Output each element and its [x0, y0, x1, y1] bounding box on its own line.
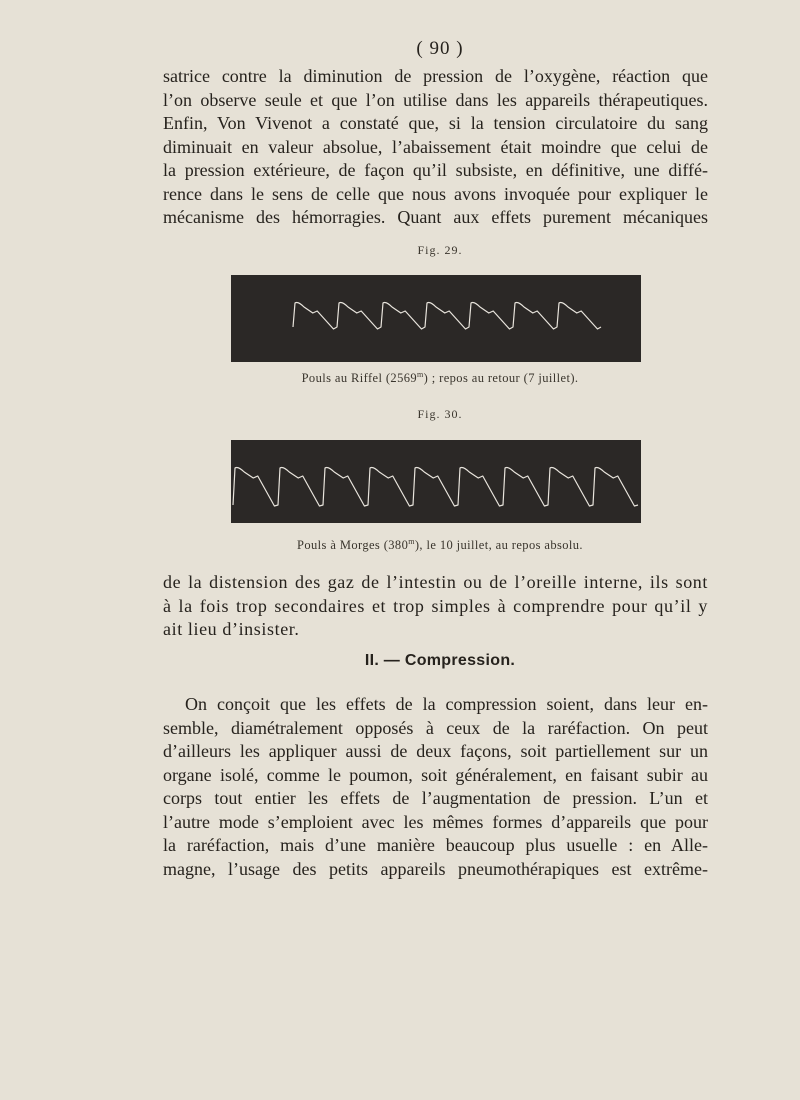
paragraph-middle: [163, 571, 708, 642]
caption-text: Pouls au Riffel (2569: [301, 371, 418, 386]
section-heading: II. — Compression.: [364, 652, 516, 669]
text-line: de la distension des gaz de l’intestin ou de l’oreille interne, ils sont: [163, 572, 708, 592]
text-line: Enfin, Von Vivenot a constaté que, si la tension circulatoire du sang: [163, 113, 708, 133]
text-line: la pression extérieure, de façon qu’il subsiste, en définitive, une diffé-: [163, 160, 708, 180]
figure-30-caption: [0, 537, 800, 553]
caption-text: Pouls à Morges (380: [297, 538, 409, 553]
figure-30-title: Fig. 30.: [417, 407, 463, 421]
figure-30-pulse-tracing: [231, 440, 641, 523]
text-line: On conçoit que les effets de la compression soient, dans leur en-: [185, 694, 708, 714]
text-line: l’on observe seule et que l’on utilise dans les appareils thérapeutiques.: [163, 89, 708, 110]
figure-29-pulse-tracing: [231, 275, 641, 362]
pulse-wave-icon: [231, 275, 641, 362]
text-line: organe isolé, comme le poumon, soit généralement, en faisant subir au: [163, 764, 708, 785]
figure-29-title: Fig. 29.: [417, 243, 463, 257]
figure-29-caption: [0, 370, 800, 386]
paragraph-bottom: [163, 693, 708, 881]
caption-sup: m: [408, 537, 415, 546]
text-line: mécanisme des hémorragies. Quant aux effets purement mécaniques: [163, 207, 708, 227]
text-line: magne, l’usage des petits appareils pneumothérapiques est extrême-: [163, 858, 708, 879]
text-line: la raréfaction, mais d’une manière beaucoup plus usuelle : en Alle-: [163, 835, 708, 855]
text-line: l’autre mode s’emploient avec les mêmes formes d’appareils que pour: [163, 811, 708, 832]
text-line: diminuait en valeur absolue, l’abaissement était moindre que celui de: [163, 136, 708, 157]
text-line: semble, diamétralement opposés à ceux de la raréfaction. On peut: [163, 717, 708, 738]
paragraph-top: [163, 65, 708, 230]
caption-text: ), le 10 juillet, au repos absolu.: [414, 538, 583, 553]
caption-sup: m: [417, 370, 424, 379]
text-line: à la fois trop secondaires et trop simples à comprendre pour qu’il y: [163, 595, 708, 616]
text-line: rence dans le sens de celle que nous avons invoquée pour expliquer le: [163, 183, 708, 204]
text-line: d’ailleurs les appliquer aussi de deux façons, soit partiellement sur un: [163, 741, 708, 761]
page-number: ( 90 ): [416, 38, 464, 59]
text-line: corps tout entier les effets de l’augmentation de pression. L’un et: [163, 788, 708, 808]
text-line: satrice contre la diminution de pression de l’oxygène, réaction que: [163, 66, 708, 86]
caption-text: ) ; repos au retour (7 juillet).: [423, 371, 579, 386]
pulse-wave-icon: [231, 440, 641, 523]
text-line: ait lieu d’insister.: [163, 619, 300, 639]
